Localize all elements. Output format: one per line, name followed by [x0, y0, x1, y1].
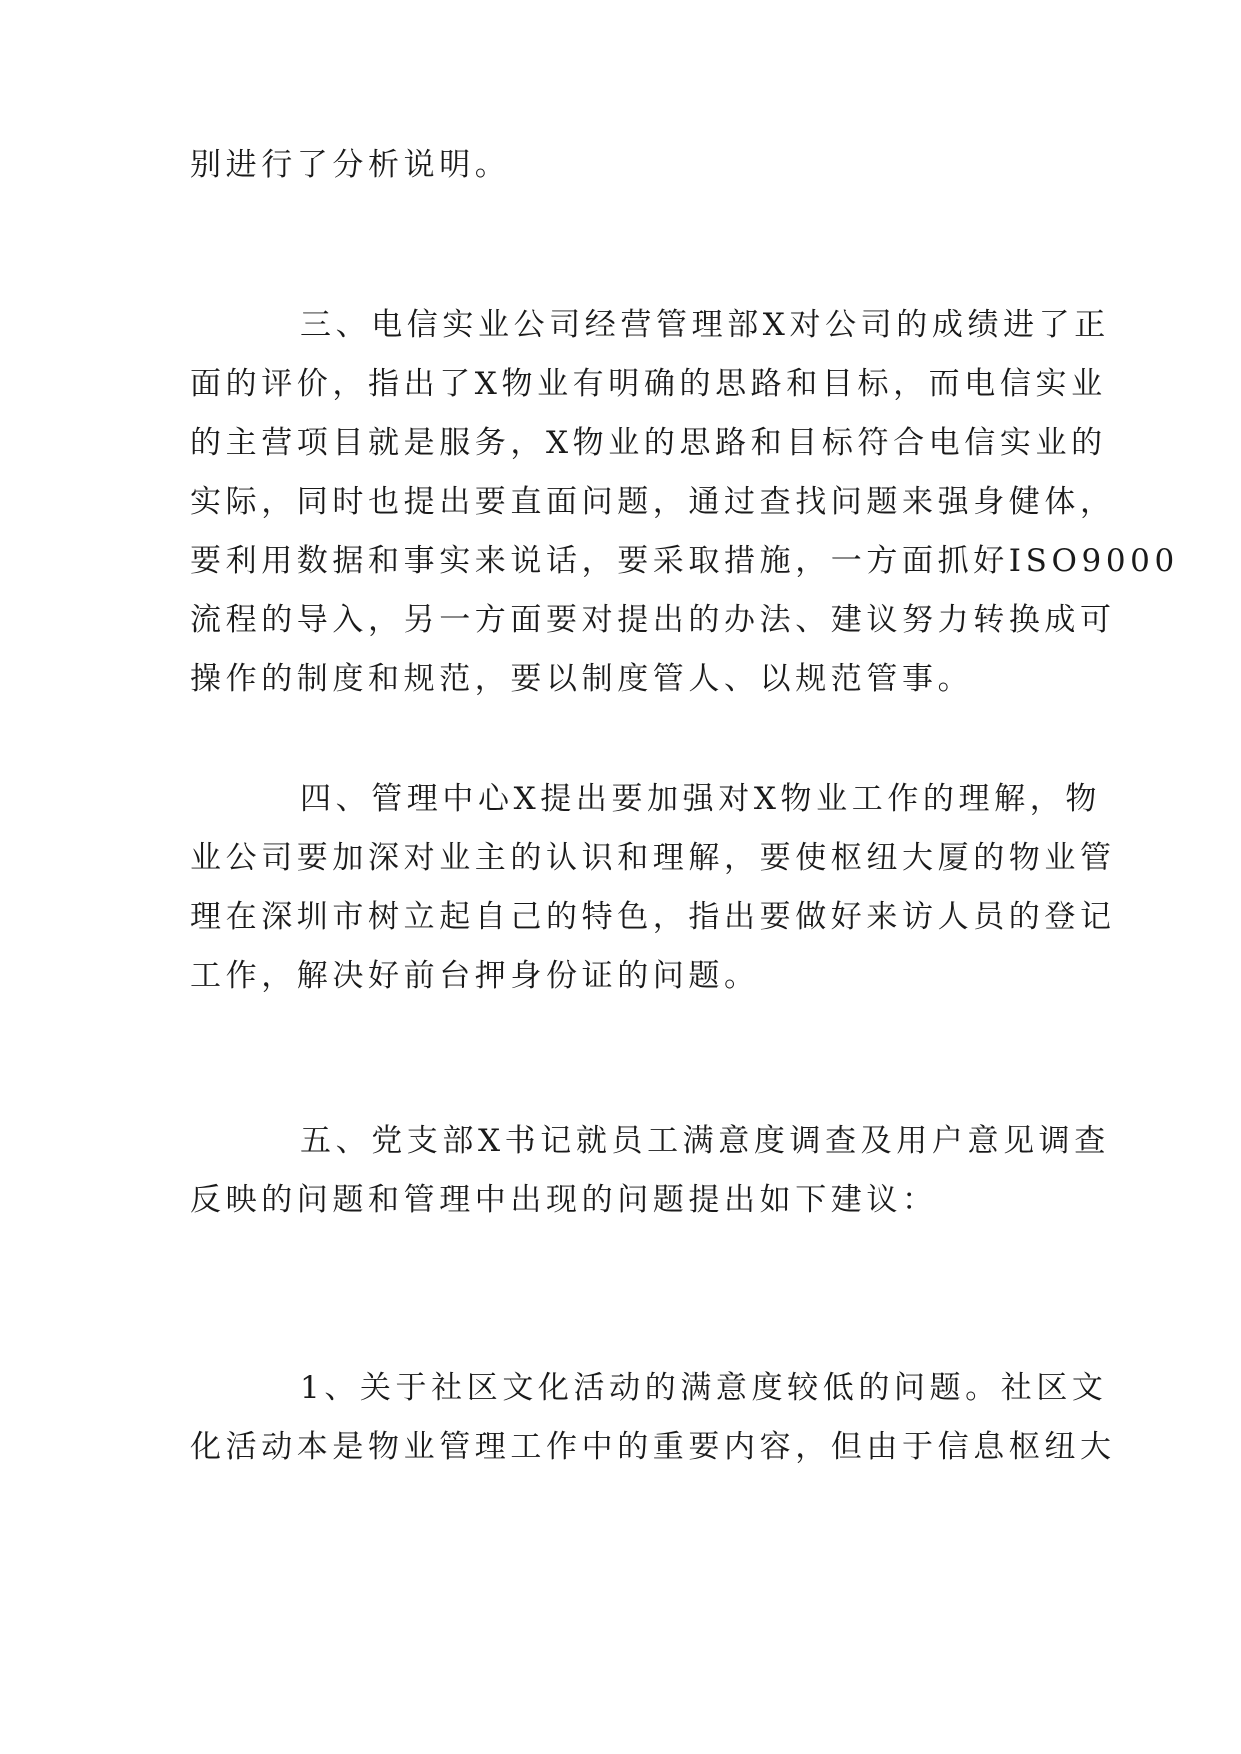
- paragraph-line: 面的评价，指出了X物业有明确的思路和目标，而电信实业: [190, 366, 1107, 402]
- paragraph-line: 三、电信实业公司经营管理部X对公司的成绩进了正: [300, 307, 1110, 343]
- paragraph-section-five: [190, 1112, 1110, 1230]
- paragraph-line: 化活动本是物业管理工作中的重要内容，但由于信息枢纽大: [190, 1429, 1116, 1465]
- paragraph-section-three: [190, 296, 1179, 709]
- paragraph-line: 别进行了分析说明。: [190, 147, 511, 183]
- paragraph-line: 流程的导入，另一方面要对提出的办法、建议努力转换成可: [190, 602, 1116, 638]
- paragraph-line: 四、管理中心X提出要加强对X物业工作的理解，物: [300, 781, 1101, 817]
- paragraph-line: 业公司要加深对业主的认识和理解，要使枢纽大厦的物业管: [190, 840, 1116, 876]
- paragraph-line: 实际，同时也提出要直面问题，通过查找问题来强身健体，: [190, 484, 1116, 520]
- paragraph-line: 1、关于社区文化活动的满意度较低的问题。社区文: [300, 1370, 1108, 1406]
- paragraph-line: 理在深圳市树立起自己的特色，指出要做好来访人员的登记: [190, 899, 1116, 935]
- paragraph-line: 操作的制度和规范，要以制度管人、以规范管事。: [190, 661, 974, 697]
- paragraph-line: 反映的问题和管理中出现的问题提出如下建议：: [190, 1182, 938, 1218]
- paragraph-line: 五、党支部X书记就员工满意度调查及用户意见调查: [300, 1123, 1110, 1159]
- paragraph-item-one: [190, 1359, 1116, 1477]
- paragraph-continuation: [190, 136, 1090, 195]
- paragraph-section-four: [190, 770, 1116, 1006]
- paragraph-line: 要利用数据和事实来说话，要采取措施，一方面抓好ISO9000: [190, 543, 1179, 579]
- paragraph-line: 工作，解决好前台押身份证的问题。: [190, 958, 760, 994]
- paragraph-line: 的主营项目就是服务，X物业的思路和目标符合电信实业的: [190, 425, 1107, 461]
